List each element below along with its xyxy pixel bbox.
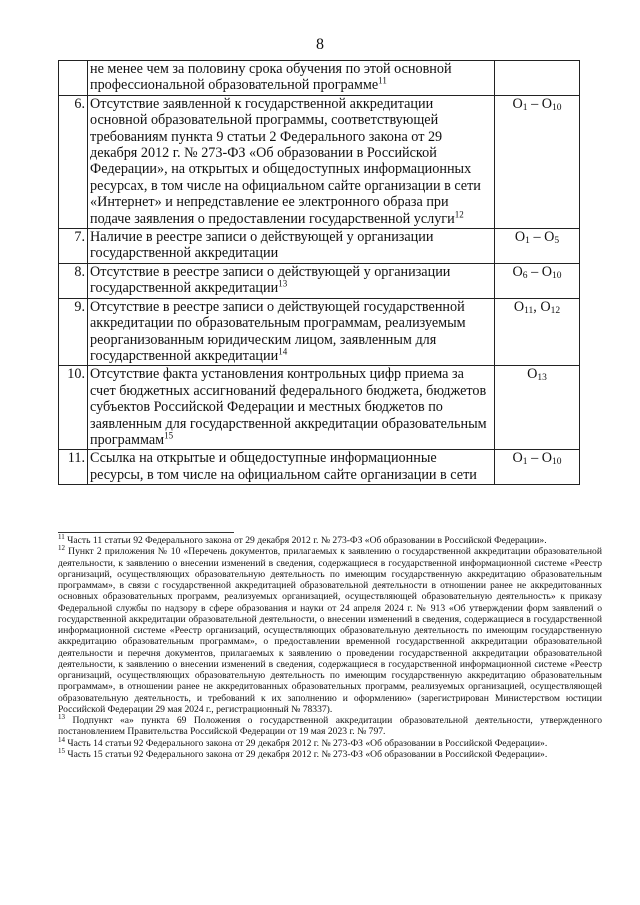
code-letter: О <box>513 298 525 315</box>
row-codes <box>495 450 580 485</box>
row-number: 10. <box>59 366 88 450</box>
footnote <box>58 546 602 715</box>
code-index: 13 <box>537 373 547 384</box>
code-letter: О <box>540 298 551 315</box>
footnote-text: Часть 15 статьи 92 Федерального закона от 29 декабря 2012 г. № 273-ФЗ «Об образовании в Российской Федерации». <box>67 748 548 760</box>
footnote <box>58 735 602 749</box>
footnote-number: 13 <box>58 712 65 721</box>
code-index: 11 <box>524 305 534 316</box>
code-separator: – <box>527 263 542 280</box>
code-letter: О <box>512 95 523 112</box>
row-criterion <box>88 366 495 450</box>
code-letter: О <box>512 450 523 467</box>
code-letter: О <box>544 229 555 246</box>
code-index: 1 <box>525 236 530 247</box>
footnote-number: 15 <box>58 746 65 755</box>
criterion-text: Отсутствие в реестре записи о действующей у организации государственной аккредитации <box>90 263 451 297</box>
criterion-text: Отсутствие в реестре записи о действующей государственной аккредитации по образовательным программам, реализуемым реорганизованным юридическим лицом, заявленным для государственной аккредитации <box>90 298 466 364</box>
code-index: 1 <box>522 102 528 113</box>
footnote-separator <box>58 532 234 533</box>
footnote <box>58 712 602 738</box>
code-separator: , <box>533 298 541 315</box>
row-criterion <box>88 450 495 485</box>
footnote-text: Пункт 2 приложения № 10 «Перечень документов, прилагаемых к заявлению о государственной аккредитации образовательной деятельности, к заявлению о внесении изменений в сведения, содержащиеся в государственной информационной системе «Реестр организаций, осуществляющих образовательную деятельность по имеющим государственную аккредитацию образовательным программам», в связи с государственной аккредитацией образовательной деятельности в отношении ранее не аккредитованных основных образовательных программ, реализуемых организацией, осуществляющей образовательную деятельность» к приказу Федеральной службы по надзору в сфере образования и науки от 24 апреля 2024 г. № 913 «Об утверждении форм заявлений о государственной аккредитации образовательной деятельности, о внесении изменений в сведения, содержащиеся в государственной информационной системе «Реестр организаций, осуществляющих образовательную деятельность по имеющим государственную аккредитацию образовательным программам», о предоставлении временной государственной аккредитации образовательной деятельности и перечня документов, прилагаемых к заявлению о проведении государственной аккредитации образовательной деятельности, к заявлению о внесении изменений в сведения, содержащиеся в государственной информационной системе «Реестр организаций, осуществляющих образовательную деятельность по имеющим государственную аккредитацию образовательным программам», в отношении ранее не аккредитованных образовательных программ, реализуемых организацией, осуществляющей образовательную деятельность, и требований к их заполнению и оформлению» (зарегистрирован Министерством юстиции Российской Федерации 29 мая 2024 г., регистрационный № 78337). <box>58 546 602 715</box>
table-row <box>59 450 580 485</box>
code-letter: О <box>541 263 552 280</box>
criterion-text: не менее чем за половину срока обучения по этой основной профессиональной образовательной программе <box>90 61 452 94</box>
criteria-table <box>58 60 580 485</box>
code-index: 10 <box>551 102 562 113</box>
row-number <box>59 61 88 96</box>
table-row <box>59 95 580 228</box>
footnote-text: Часть 14 статьи 92 Федерального закона от 29 декабря 2012 г. № 273-ФЗ «Об образовании в Российской Федерации». <box>67 737 548 749</box>
footnote-reference[interactable]: 11 <box>378 75 387 86</box>
code-index: 6 <box>522 270 528 281</box>
footnote-reference[interactable]: 14 <box>278 346 288 357</box>
row-criterion <box>88 95 495 228</box>
footnote-reference[interactable]: 15 <box>164 430 174 441</box>
row-number: 9. <box>59 298 88 366</box>
row-codes <box>495 298 580 366</box>
table-row <box>59 229 580 264</box>
code-separator: – <box>527 95 542 112</box>
row-number: 8. <box>59 263 88 298</box>
table-row <box>59 298 580 366</box>
footnote-text: Часть 11 статьи 92 Федерального закона от 29 декабря 2012 г. № 273-ФЗ «Об образовании в Российской Федерации». <box>67 535 547 546</box>
criterion-text: Наличие в реестре записи о действующей у организации государственной аккредитации <box>90 229 434 262</box>
code-letter: О <box>541 95 552 112</box>
criterion-text: Ссылка на открытые и общедоступные информационные ресурсы, в том числе на официальном сайте организации в сети <box>90 450 477 483</box>
code-separator: – <box>527 450 542 467</box>
code-letter: О <box>527 366 538 383</box>
row-number: 6. <box>59 95 88 228</box>
footnote-text: Подпункт «а» пункта 69 Положения о государственной аккредитации образовательной деятельности, утвержденного постановлением Правительства Российской Федерации от 19 мая 2023 г. № 797. <box>58 715 602 738</box>
row-number: 11. <box>59 450 88 485</box>
footnotes <box>58 532 602 760</box>
code-index: 5 <box>554 236 560 247</box>
row-criterion <box>88 298 495 366</box>
page-number: 8 <box>316 36 324 53</box>
row-codes <box>495 95 580 228</box>
code-index: 12 <box>550 305 561 316</box>
footnote <box>58 532 602 546</box>
code-separator: – <box>529 229 545 246</box>
footnote <box>58 746 602 760</box>
row-codes <box>495 366 580 450</box>
row-codes <box>495 61 580 96</box>
footnote-reference[interactable]: 12 <box>454 208 464 219</box>
row-criterion <box>88 229 495 264</box>
code-index: 10 <box>551 270 562 281</box>
code-letter: О <box>514 229 526 246</box>
row-criterion <box>88 263 495 298</box>
criterion-text: Отсутствие заявленной к государственной аккредитации основной образовательной программы, соответствующей требованиям пункта 9 статьи 2 Федерального закона от 29 декабря 2012 г. № 273-ФЗ «Об образовании в Российской Федерации», на открытых и общедоступных информационных ресурсах, в том числе на официальном сайте организации в сети «Интернет» и непредставление ее электронного образа при подаче заявления о предоставлении государственной услуги <box>90 95 481 227</box>
footnote-reference[interactable]: 13 <box>278 278 288 289</box>
footnote-number: 11 <box>58 532 65 541</box>
code-letter: О <box>541 450 552 467</box>
code-index: 1 <box>522 457 528 468</box>
footnote-number: 12 <box>58 544 65 553</box>
row-codes <box>495 229 580 264</box>
row-number: 7. <box>59 229 88 264</box>
row-codes <box>495 263 580 298</box>
code-letter: О <box>512 263 523 280</box>
table-row <box>59 263 580 298</box>
table-row <box>59 61 580 96</box>
criterion-text: Отсутствие факта установления контрольных цифр приема за счет бюджетных ассигнований федерального бюджета, бюджетов субъектов Российской Федерации и местных бюджетов по заявленным для государственной аккредитации образовательным программам <box>90 366 487 448</box>
table-row <box>59 366 580 450</box>
code-index: 10 <box>551 457 562 468</box>
row-criterion <box>88 61 495 96</box>
footnote-number: 14 <box>58 735 65 744</box>
